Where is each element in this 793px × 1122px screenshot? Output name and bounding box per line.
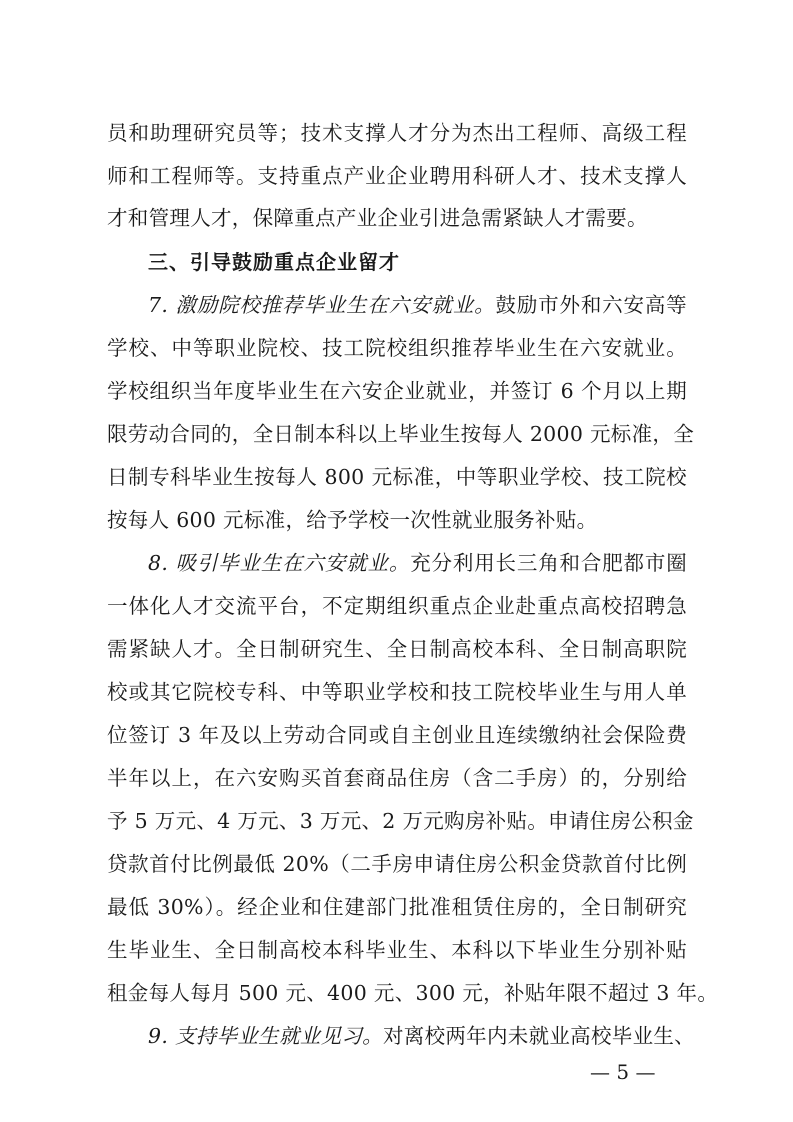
- paragraph-line: 需紧缺人才。全日制研究生、全日制高校本科、全日制高职院: [107, 637, 687, 661]
- paragraph-line: 限劳动合同的，全日制本科以上毕业生按每人 2000 元标准，全: [107, 422, 695, 446]
- paragraph-line: 学校组织当年度毕业生在六安企业就业，并签订 6 个月以上期: [107, 379, 687, 403]
- item-7-title: 7. 激励院校推荐毕业生在六安就业。: [148, 293, 496, 317]
- paragraph-line: 一体化人才交流平台，不定期组织重点企业赴重点高校招聘急: [107, 594, 687, 618]
- paragraph-line: 师和工程师等。支持重点产业企业聘用科研人才、技术支撑人: [107, 164, 687, 188]
- item-8-text: 充分利用长三角和合肥都市圈: [410, 551, 687, 575]
- paragraph-line: 学校、中等职业院校、技工院校组织推荐毕业生在六安就业。: [107, 336, 687, 360]
- paragraph-line: 按每人 600 元标准，给予学校一次性就业服务补贴。: [107, 508, 598, 532]
- paragraph-line: 予 5 万元、4 万元、3 万元、2 万元购房补贴。申请住房公积金: [107, 809, 694, 833]
- paragraph-line: 员和助理研究员等；技术支撑人才分为杰出工程师、高级工程: [107, 121, 687, 145]
- paragraph-line: 最低 30%）。经企业和住建部门批准租赁住房的，全日制研究: [107, 895, 687, 919]
- item-7-text: 鼓励市外和六安高等: [495, 293, 687, 317]
- paragraph-line: 生毕业生、全日制高校本科毕业生、本科以下毕业生分别补贴: [107, 938, 687, 962]
- item-9-title: 9. 支持毕业生就业见习。: [148, 1024, 383, 1048]
- page-number: — 5 —: [590, 1060, 656, 1084]
- paragraph-line: 贷款首付比例最低 20%（二手房申请住房公积金贷款首付比例: [107, 852, 687, 876]
- paragraph-line: 租金每人每月 500 元、400 元、300 元，补贴年限不超过 3 年。: [107, 981, 719, 1005]
- item-9-text: 对离校两年内未就业高校毕业生、: [382, 1024, 695, 1048]
- item-8-first-line: [148, 548, 687, 578]
- paragraph-line: 校或其它院校专科、中等职业学校和技工院校毕业生与用人单: [107, 680, 687, 704]
- paragraph-line: 位签订 3 年及以上劳动合同或自主创业且连续缴纳社会保险费: [107, 723, 687, 747]
- section-heading: 三、引导鼓励重点企业留才: [148, 250, 400, 274]
- item-9-first-line: [148, 1021, 695, 1051]
- item-8-title: 8. 吸引毕业生在六安就业。: [148, 551, 411, 575]
- paragraph-line: 半年以上，在六安购买首套商品住房（含二手房）的，分别给: [107, 766, 687, 790]
- item-7-first-line: [148, 290, 687, 320]
- paragraph-line: 才和管理人才，保障重点产业企业引进急需紧缺人才需要。: [107, 206, 648, 230]
- paragraph-line: 日制专科毕业生按每人 800 元标准，中等职业学校、技工院校: [107, 465, 687, 489]
